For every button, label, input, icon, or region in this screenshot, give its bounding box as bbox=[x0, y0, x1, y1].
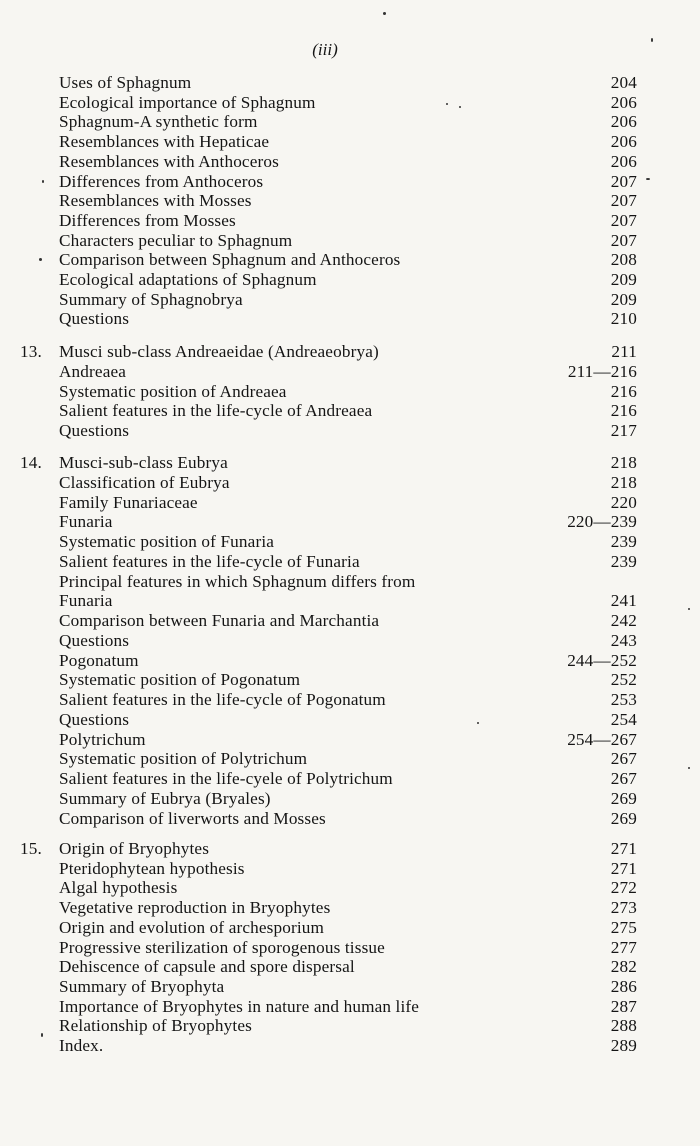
entry-title: Salient features in the life-cyele of Polytrichum bbox=[59, 769, 393, 788]
entry-page-number: 210 bbox=[610, 309, 637, 329]
entry-page-number: 206 bbox=[610, 132, 637, 152]
toc-entry bbox=[0, 789, 700, 809]
toc-entry bbox=[0, 112, 700, 132]
entry-title: Systematic position of Pogonatum bbox=[59, 670, 301, 690]
toc-entry bbox=[0, 250, 700, 270]
entry-page-number: 254—267 bbox=[567, 729, 637, 749]
toc-entry bbox=[0, 591, 700, 611]
entry-page-number: 217 bbox=[610, 421, 637, 441]
entry-title: Sphagnum-A synthetic form bbox=[59, 112, 258, 132]
entry-title: Uses of Sphagnum bbox=[59, 73, 192, 92]
entry-page-number: 289 bbox=[610, 1036, 637, 1055]
entry-page-number: 287 bbox=[610, 996, 637, 1016]
toc-entry bbox=[0, 382, 700, 402]
entry-title: Resemblances with Anthoceros bbox=[59, 151, 279, 171]
entry-page-number: 244—252 bbox=[567, 650, 637, 670]
toc-entry bbox=[0, 191, 700, 211]
entry-page-number: 206 bbox=[610, 112, 637, 132]
toc-entry bbox=[0, 172, 700, 192]
entry-page-number: 206 bbox=[610, 151, 637, 171]
entry-title: Comparison between Funaria and Marchantia bbox=[59, 611, 380, 630]
toc-entry bbox=[0, 532, 700, 552]
entry-page-number: 211 bbox=[611, 342, 637, 361]
chapter-number: 14. bbox=[20, 453, 42, 472]
entry-page-number: 206 bbox=[610, 92, 637, 112]
toc-entry bbox=[0, 493, 700, 513]
entry-title: Family Funariaceae bbox=[59, 492, 198, 512]
entry-title: Summary of Eubrya (Bryales) bbox=[59, 788, 271, 808]
entry-title: Algal hypothesis bbox=[59, 878, 178, 898]
entry-page-number: 208 bbox=[610, 250, 637, 270]
entry-page-number: 216 bbox=[610, 381, 637, 401]
toc-entry bbox=[0, 651, 700, 671]
entry-page-number: 271 bbox=[610, 858, 637, 878]
entry-title: Musci sub-class Andreaeidae (Andreaeobrya) bbox=[59, 342, 379, 361]
toc-entry bbox=[0, 631, 700, 651]
entry-title: Relationship of Bryophytes bbox=[59, 1016, 252, 1036]
scan-speck bbox=[459, 106, 461, 108]
toc-entry bbox=[0, 421, 700, 441]
toc-entry bbox=[0, 152, 700, 172]
entry-title: Salient features in the life-cycle of Pogonatum bbox=[59, 690, 386, 709]
entry-title: Questions bbox=[59, 709, 130, 729]
entry-page-number: 282 bbox=[610, 957, 637, 977]
entry-page-number: 269 bbox=[610, 788, 637, 808]
entry-title: Vegetative reproduction in Bryophytes bbox=[59, 898, 331, 918]
toc-entry bbox=[0, 710, 700, 730]
entry-title: Resemblances with Mosses bbox=[59, 191, 252, 211]
entry-page-number: 207 bbox=[610, 210, 637, 230]
toc-entry bbox=[0, 898, 700, 918]
entry-title: Systematic position of Andreaea bbox=[59, 381, 287, 401]
entry-title: Funaria bbox=[59, 512, 113, 532]
entry-title: Summary of Sphagnobrya bbox=[59, 289, 243, 309]
page-number: (iii) bbox=[312, 40, 338, 59]
entry-page-number: 272 bbox=[610, 878, 637, 898]
scan-speck bbox=[646, 178, 650, 180]
entry-page-number: 252 bbox=[610, 670, 637, 690]
toc-entry bbox=[0, 1016, 700, 1036]
toc-entry bbox=[0, 839, 700, 859]
entry-title: Progressive sterilization of sporogenous tissue bbox=[59, 937, 385, 957]
toc-entry bbox=[0, 918, 700, 938]
entry-title: Ecological adaptations of Sphagnum bbox=[59, 270, 317, 289]
scan-speck bbox=[446, 103, 448, 105]
entry-title: Comparison of liverworts and Mosses bbox=[59, 808, 326, 828]
toc-entry bbox=[0, 690, 700, 710]
entry-page-number: 209 bbox=[610, 289, 637, 309]
entry-title: Musci-sub-class Eubrya bbox=[59, 453, 228, 472]
entry-title: Origin of Bryophytes bbox=[59, 839, 210, 858]
entry-title: Importance of Bryophytes in nature and human life bbox=[59, 996, 420, 1016]
toc-entry bbox=[0, 93, 700, 113]
scan-speck bbox=[39, 258, 42, 261]
entry-page-number: 275 bbox=[610, 917, 637, 937]
entry-title: Funaria bbox=[59, 591, 113, 611]
toc-entry bbox=[0, 270, 700, 290]
entry-page-number: 254 bbox=[610, 709, 637, 729]
toc-entry bbox=[0, 769, 700, 789]
toc-entry bbox=[0, 473, 700, 493]
entry-page-number: 211—216 bbox=[567, 361, 637, 381]
entry-title: Index. bbox=[59, 1036, 104, 1055]
toc-entry bbox=[0, 231, 700, 251]
scan-speck bbox=[383, 12, 386, 15]
entry-title: Andreaea bbox=[59, 361, 127, 381]
toc-entry bbox=[0, 132, 700, 152]
entry-page-number: 218 bbox=[610, 453, 637, 472]
entry-title: Pogonatum bbox=[59, 650, 139, 670]
entry-title: Questions bbox=[59, 630, 130, 650]
entry-title: Classification of Eubrya bbox=[59, 472, 230, 492]
toc-entry bbox=[0, 859, 700, 879]
toc-entry bbox=[0, 749, 700, 769]
toc-entry bbox=[0, 73, 700, 93]
entry-page-number: 267 bbox=[610, 749, 637, 769]
toc-entry bbox=[0, 730, 700, 750]
entry-page-number: 207 bbox=[610, 230, 637, 250]
entry-title: Resemblances with Hepaticae bbox=[59, 132, 270, 152]
toc-entry bbox=[0, 957, 700, 977]
toc-entry bbox=[0, 342, 700, 362]
entry-page-number: 218 bbox=[610, 472, 637, 492]
entry-page-number: 288 bbox=[610, 1016, 637, 1036]
toc-entry bbox=[0, 552, 700, 572]
entry-page-number: 271 bbox=[610, 839, 637, 858]
entry-page-number: 220 bbox=[610, 492, 637, 512]
scan-speck bbox=[42, 180, 44, 183]
scan-speck bbox=[41, 1033, 43, 1037]
entry-page-number: 286 bbox=[610, 976, 637, 996]
toc-entry bbox=[0, 1036, 700, 1056]
entry-title: Pteridophytean hypothesis bbox=[59, 858, 245, 878]
entry-page-number: 253 bbox=[610, 690, 637, 709]
entry-title: Summary of Bryophyta bbox=[59, 976, 225, 996]
entry-title: Salient features in the life-cycle of Funaria bbox=[59, 551, 360, 571]
entry-page-number: 267 bbox=[610, 769, 637, 788]
entry-page-number: 204 bbox=[610, 73, 637, 92]
toc-entry bbox=[0, 611, 700, 631]
entry-page-number: 207 bbox=[610, 171, 637, 191]
entry-title: Differences from Mosses bbox=[59, 210, 236, 230]
chapter-number: 15. bbox=[20, 839, 42, 858]
toc-entry bbox=[0, 878, 700, 898]
entry-page-number: 243 bbox=[610, 630, 637, 650]
entry-page-number: 239 bbox=[610, 551, 637, 571]
toc-entry bbox=[0, 453, 700, 473]
entry-title: Ecological importance of Sphagnum bbox=[59, 92, 316, 112]
entry-title: Differences from Anthoceros bbox=[59, 171, 264, 191]
scan-speck bbox=[688, 608, 690, 610]
toc-entry bbox=[0, 362, 700, 382]
toc-entry bbox=[0, 211, 700, 231]
toc-entry bbox=[0, 938, 700, 958]
entry-title: Polytrichum bbox=[59, 729, 146, 749]
entry-title: Systematic position of Polytrichum bbox=[59, 749, 308, 769]
toc-entry bbox=[0, 809, 700, 829]
toc-entry bbox=[0, 512, 700, 532]
toc-entry bbox=[0, 997, 700, 1017]
scan-speck bbox=[477, 722, 479, 724]
entry-title: Principal features in which Sphagnum differs from bbox=[59, 571, 416, 591]
toc-entry bbox=[0, 670, 700, 690]
entry-page-number: 277 bbox=[610, 937, 637, 957]
entry-page-number: 209 bbox=[610, 270, 637, 289]
entry-title: Comparison between Sphagnum and Anthoceros bbox=[59, 250, 401, 270]
entry-page-number: 216 bbox=[610, 401, 637, 421]
entry-title: Systematic position of Funaria bbox=[59, 532, 275, 551]
entry-page-number: 242 bbox=[610, 611, 637, 630]
entry-page-number: 207 bbox=[610, 191, 637, 211]
entry-title: Questions bbox=[59, 309, 130, 329]
toc-entry bbox=[0, 977, 700, 997]
toc-entry bbox=[0, 572, 700, 592]
entry-page-number: 220—239 bbox=[567, 512, 637, 532]
entry-page-number: 273 bbox=[610, 898, 637, 918]
toc-entry bbox=[0, 290, 700, 310]
entry-title: Origin and evolution of archesporium bbox=[59, 917, 325, 937]
toc-entry bbox=[0, 401, 700, 421]
entry-title: Characters peculiar to Sphagnum bbox=[59, 230, 293, 250]
entry-page-number: 239 bbox=[610, 532, 637, 551]
scan-speck bbox=[688, 767, 690, 769]
entry-title: Salient features in the life-cycle of Andreaea bbox=[59, 401, 373, 421]
scan-speck bbox=[651, 38, 653, 42]
chapter-number: 13. bbox=[20, 342, 42, 361]
entry-page-number: 269 bbox=[610, 808, 637, 828]
entry-title: Questions bbox=[59, 421, 130, 441]
entry-page-number: 241 bbox=[610, 591, 637, 611]
toc-entry bbox=[0, 309, 700, 329]
entry-title: Dehiscence of capsule and spore dispersal bbox=[59, 957, 355, 977]
